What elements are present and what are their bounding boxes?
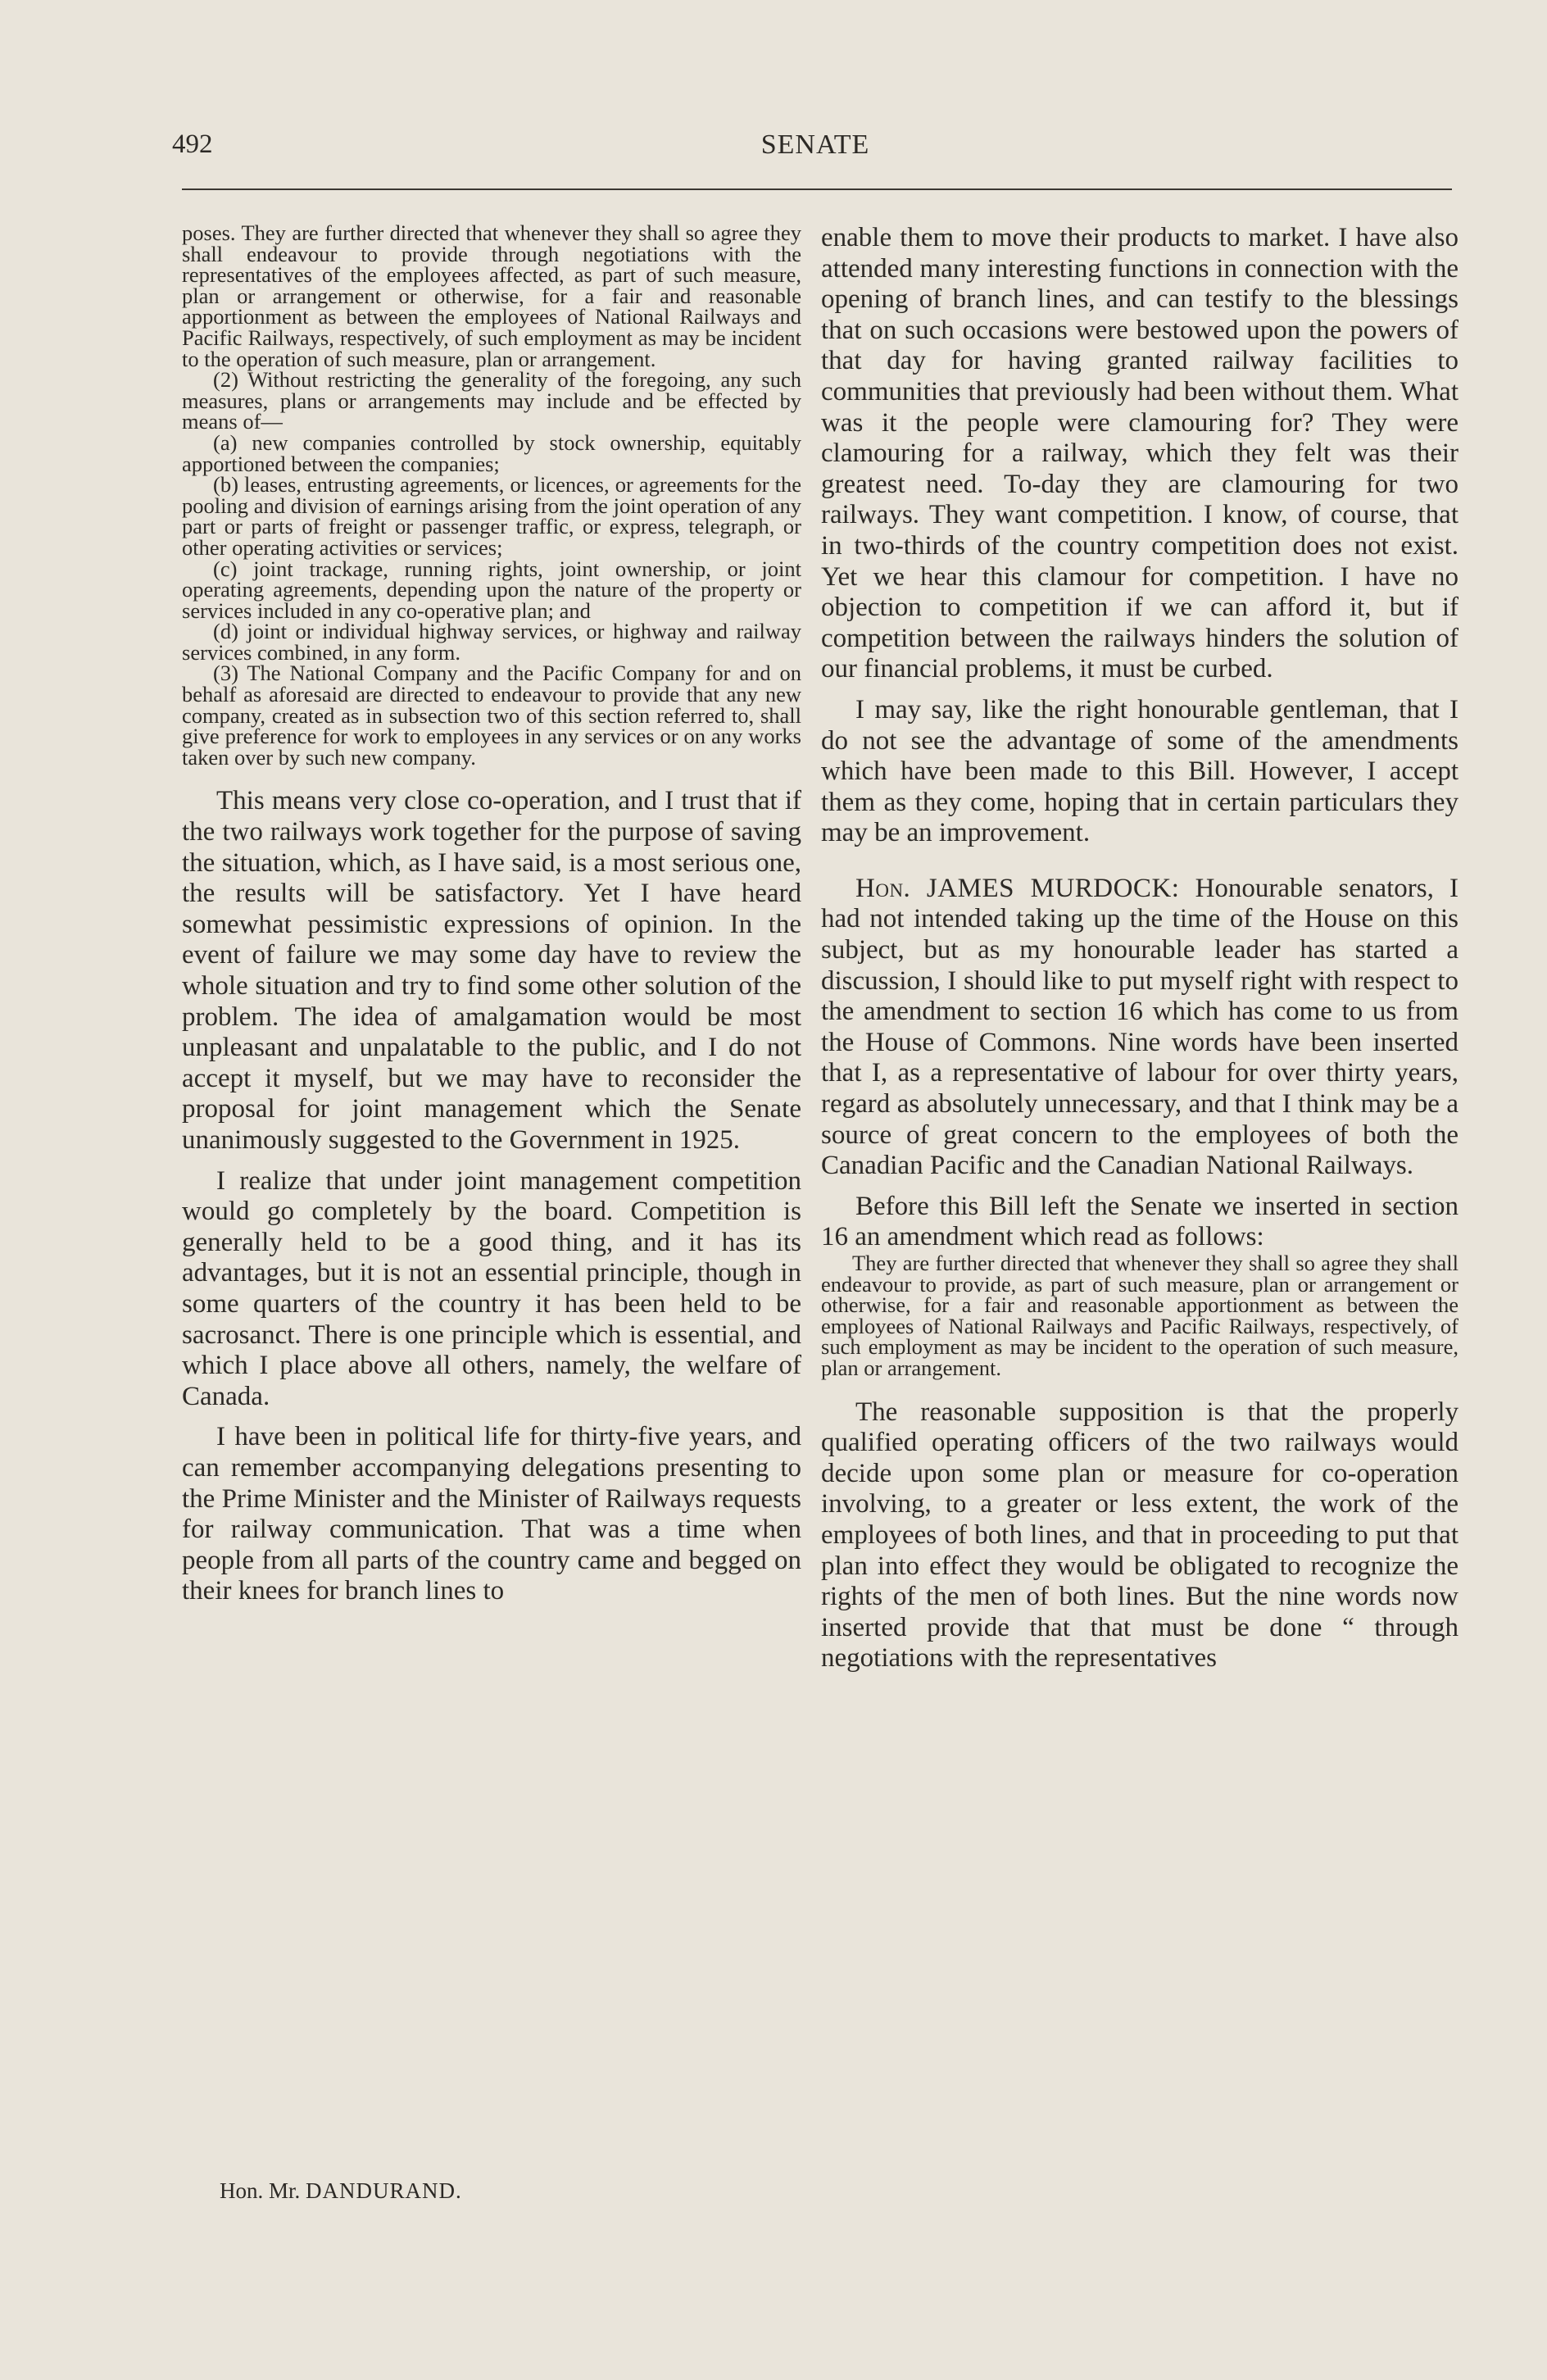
- quoted-clause-1: poses. They are further directed that whenever they shall so agree they shall endeavour to provide through negotiations with the representatives of the employees affected, as part of such measure, plan or arrangement or otherwise, for a fair and reasonable apportionment as between the employees of National Railways and Pacific Railways, respectively, of such employment as may be incident to the operation of such measure, plan or arrangement.: [182, 220, 801, 371]
- speaker-text: Honourable senators, I had not intended taking up the time of the House on this subject, but as my honourable leader has started a discussion, I should like to put myself right with respect to the amendment to section 16 which has come to us from the House of Commons. Nine words have been inserted that I, as a representative of labour for over thirty years, regard as absolutely unnecessary, and that I think may be a source of great concern to the employees of both the Canadian Pacific and the Canadian National Railways.: [821, 873, 1459, 1181]
- left-paragraph-2: I realize that under joint management competition would go completely by the board. Competition is generally held to be a good thing, and it has its advantages, but it is not an essential principle, though in some quarters of the country it has been held to be sacrosanct. There is one principle which is essential, and which I place above all others, namely, the welfare of Canada.: [182, 1165, 801, 1411]
- running-head: SENATE: [760, 129, 870, 160]
- footer-speaker: [220, 2178, 462, 2204]
- speaker-paragraph: [821, 874, 1459, 1182]
- page-number: 492: [172, 129, 213, 159]
- quoted-item-c: (c) joint trackage, running rights, joint ownership, or joint operating agreements, depending upon the nature of the property or services included in any co-operative plan; and: [182, 556, 801, 623]
- quoted-subsection-3: (3) The National Company and the Pacific Company for and on behalf as aforesaid are directed to endeavour to provide that any new company, created as in subsection two of this section referred to, shall give preference for work to employees in any services or on any works taken over by such new company.: [182, 661, 801, 770]
- quoted-item-d: (d) joint or individual highway services, or highway and railway services combined, in any form.: [182, 619, 801, 665]
- speaker-name: Hon. JAMES MURDOCK:: [855, 873, 1180, 903]
- right-paragraph-1: enable them to move their products to market. I have also attended many interesting functions in connection with the opening of branch lines, and can testify to the blessings that on such occasions were bestowed upon the powers of that day for having granted railway facilities to communities that previously had been without them. What was it the people were clamouring for? They were clamouring for a railway, which they felt was their greatest need. To-day they are clamouring for two railways. They want competition. I know, of course, that in two-thirds of the country competition does not exist. Yet we hear this clamour for competition. I have no objection to competition if we can afford it, but if competition between the railways hinders the solution of our financial problems, it must be curbed.: [821, 223, 1459, 684]
- quoted-subsection-2: (2) Without restricting the generality of the foregoing, any such measures, plans or arrangements may include and be effected by means of—: [182, 367, 801, 434]
- header-rule: [182, 188, 1452, 190]
- footer-prefix: Hon. Mr.: [220, 2178, 301, 2203]
- quoted-item-a: (a) new companies controlled by stock ownership, equitably apportioned between the companies;: [182, 429, 801, 476]
- quoted-item-b: (b) leases, entrusting agreements, or licences, or agreements for the pooling and division of earnings arising from the joint operation of any part or parts of freight or passenger traffic, or express, telegraph, or other operating activities or services;: [182, 472, 801, 560]
- right-paragraph-2: I may say, like the right honourable gentleman, that I do not see the advantage of some of the amendments which have been made to this Bill. However, I accept them as they come, hoping that in certain particulars they may be an improvement.: [821, 694, 1459, 848]
- right-paragraph-4: Before this Bill left the Senate we inserted in section 16 an amendment which read as follows:: [821, 1191, 1459, 1252]
- left-paragraph-3: I have been in political life for thirty-five years, and can remember accompanying delegations presenting to the Prime Minister and the Minister of Railways requests for railway communication. That was a time when people from all parts of the country came and begged on their knees for branch lines to: [182, 1422, 801, 1606]
- left-paragraph-1: This means very close co-operation, and I trust that if the two railways work together for the purpose of saving the situation, which, as I have said, is a most serious one, the results will be satisfactory. Yet I have heard somewhat pessimistic expressions of opinion. In the event of failure we may some day have to review the whole situation and try to find some other solution of the problem. The idea of amalgamation would be most unpleasant and unpalatable to the public, and I do not accept it myself, but we may have to reconsider the proposal for joint management which the Senate unanimously suggested to the Government in 1925.: [182, 786, 801, 1155]
- page-header: [172, 129, 1459, 170]
- right-paragraph-5: The reasonable supposition is that the properly qualified operating officers of the two railways would decide upon some plan or measure for co-operation involving, to a greater or less extent, the work of the employees of both lines, and that in proceeding to put that plan into effect they would be obligated to recognize the rights of the men of both lines. But the nine words now inserted provide that that must be done “ through negotiations with the representatives: [821, 1397, 1459, 1674]
- footer-name: DANDURAND.: [306, 2178, 462, 2203]
- quoted-amendment: They are further directed that whenever they shall so agree they shall endeavour to provide, as part of such measure, plan or arrangement or otherwise, for a fair and reasonable apportionment as between the employees of National Railways and Pacific Railways, respectively, of such employment as may be incident to the operation of such measure, plan or arrangement.: [821, 1251, 1459, 1380]
- right-column: [821, 223, 1459, 1674]
- left-column: [182, 220, 801, 1607]
